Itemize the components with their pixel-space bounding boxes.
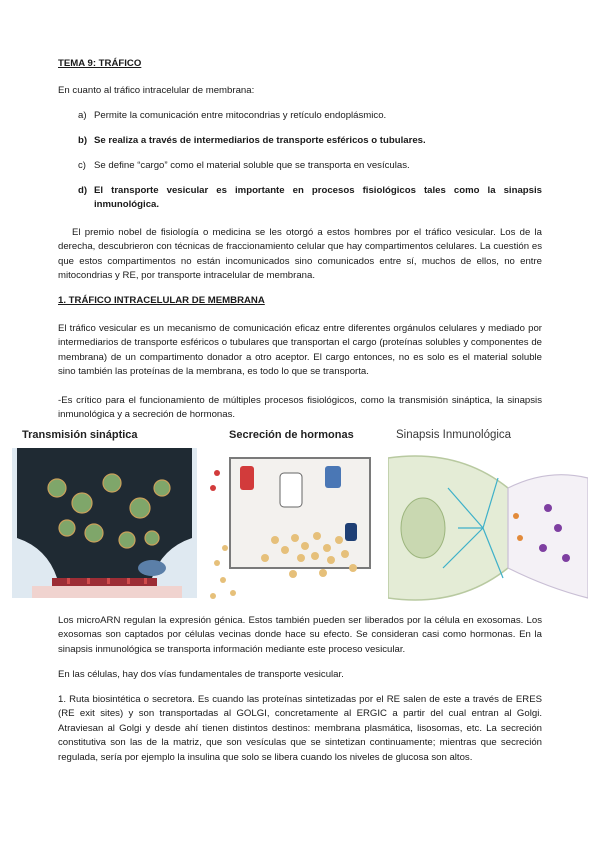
section-heading: 1. TRÁFICO INTRACELULAR DE MEMBRANA [58, 295, 265, 306]
page-heading: TEMA 9: TRÁFICO [58, 58, 142, 69]
paragraph-ruta: 1. Ruta biosintética o secretora. Es cuando las proteínas sintetizadas por el RE salen de este a través de ERES (RE exit sites) y son transportadas al GOLGI, concretamente al ERGIC a partir del cual entran al Golgi. Atraviesan al Golgi y desde ahí tienen distintos destinos: membrana plasmática, lisosomas, etc. La secreción constitutiva son las de la matriz, que son vesículas que se sintetizan continuamente; mientras que secreción regulada, sería por ejemplo la insulina que solo se libera cuando los niveles de glucosa son altos. [58, 694, 542, 763]
secretion-illustration [205, 428, 385, 608]
figure-title: Transmisión sináptica [22, 429, 138, 441]
synapse-illustration [12, 428, 197, 608]
figure-synaptic-transmission [12, 428, 197, 608]
document-page: TEMA 9: TRÁFICO En cuanto al tráfico intracelular de membrana: a) Permite la comunicación entre mitocondrias y retículo endoplásmico. b) Se realiza a través de intermediarios de transporte esféricos o tubulares. c) Se define “cargo” como el material soluble que se transporta en vesículas. d) El transporte vesicular es importante en procesos fisiológicos tales como la sinapsis inmunológica. El premio nobel de fisiología o medicina se les otorgó a estos hombres por el tráfico vesicular. Los de la derecha, descubrieron con técnicas de fraccionamiento celular que hay compartimentos celulares. La cuestión es que estos compartimentos no están incomunicados sino comunicados entre sí, muchos de ellos, no entre mitocondrias y RE, por transporte intracelular de membrana. 1. TRÁFICO INTRACELULAR DE MEMBRANA El tráfico vesicular es un mecanismo de comunicación eficaz entre diferentes orgánulos celulares y mediado por intermediarios de transporte esféricos o tubulares que transportan el cargo (proteínas solubles y componentes de membrana) de un compartimento donador a otro aceptor. El cargo entonces, no es solo es el material soluble sino también las proteínas de la membrana, es todo lo que se transporta. -Es crítico para el funcionamiento de múltiples procesos fisiológicos, como la transmisión sináptica, la sinapsis inmunológica y a secreción de hormonas. Transmisión sináptica Secreción de hormonas Sinapsis Inmunológica Los microARN regulan la expresión génica. Estos también pueden ser liberados por la célula en exosomas. Los exosomas son captados por células vecinas donde hace su efecto. Se consideran casi como hormonas. En la sinapsis inmunológica se transporta información mediante este proceso vesicular. En las células, hay dos vías fundamentales de transporte vesicular. 1. Ruta biosintética o secretora. Es cuando las proteínas sintetizadas por el RE salen de este a través de ERES (RE exit sites) y son transportadas al GOLGI, concretamente al ERGIC a partir del cual entran al Golgi. Atraviesan al Golgi y desde ahí tienen distintos destinos: membrana plasmática, lisosomas, etc. La secreción constitutiva son las de la matriz, que son vesículas que se sintetizan continuamente; mientras que secreción regulada, sería por ejemplo la insulina que solo se libera cuando los niveles de glucosa son altos. [0, 0, 600, 848]
figure-title: Secreción de hormonas [229, 429, 354, 441]
immune-synapse-illustration [388, 428, 588, 608]
figure-hormone-secretion [205, 428, 385, 608]
paragraph-nobel: El premio nobel de fisiología o medicina se les otorgó a estos hombres por el tráfico vesicular. Los de la derecha, descubrieron con técnicas de fraccionamiento celular que hay compartimentos celulares. La cuestión es que estos compartimentos no están incomunicados sino comunicados entre sí, muchos de ellos, no entre mitocondrias y RE, por transporte intracelular de membrana. [58, 227, 542, 282]
figure-title: Sinapsis Inmunológica [396, 429, 512, 441]
paragraph-microarn: Los microARN regulan la expresión génica. Estos también pueden ser liberados por la célula en exosomas. Los exosomas son captados por células vecinas donde hace su efecto. Se consideran casi como hormonas. En la sinapsis inmunológica se transporta información mediante este proceso vesicular. [58, 615, 542, 655]
paragraph-vias: En las células, hay dos vías fundamentales de transporte vesicular. [58, 669, 344, 680]
paragraph-trafico: El tráfico vesicular es un mecanismo de comunicación eficaz entre diferentes orgánulos celulares y mediado por intermediarios de transporte esféricos o tubulares que transportan el cargo (proteínas solubles y componentes de membrana) de un compartimento donador a otro aceptor. El cargo entonces, no es solo es el material soluble sino también las proteínas de la membrana, es todo lo que se transporta. [58, 323, 542, 378]
paragraph-critico: -Es crítico para el funcionamiento de múltiples procesos fisiológicos, como la transmisión sináptica, la sinapsis inmunológica y a secreción de hormonas. [58, 395, 542, 421]
figure-immunological-synapse [388, 428, 588, 608]
intro-text: En cuanto al tráfico intracelular de membrana: [58, 85, 255, 96]
